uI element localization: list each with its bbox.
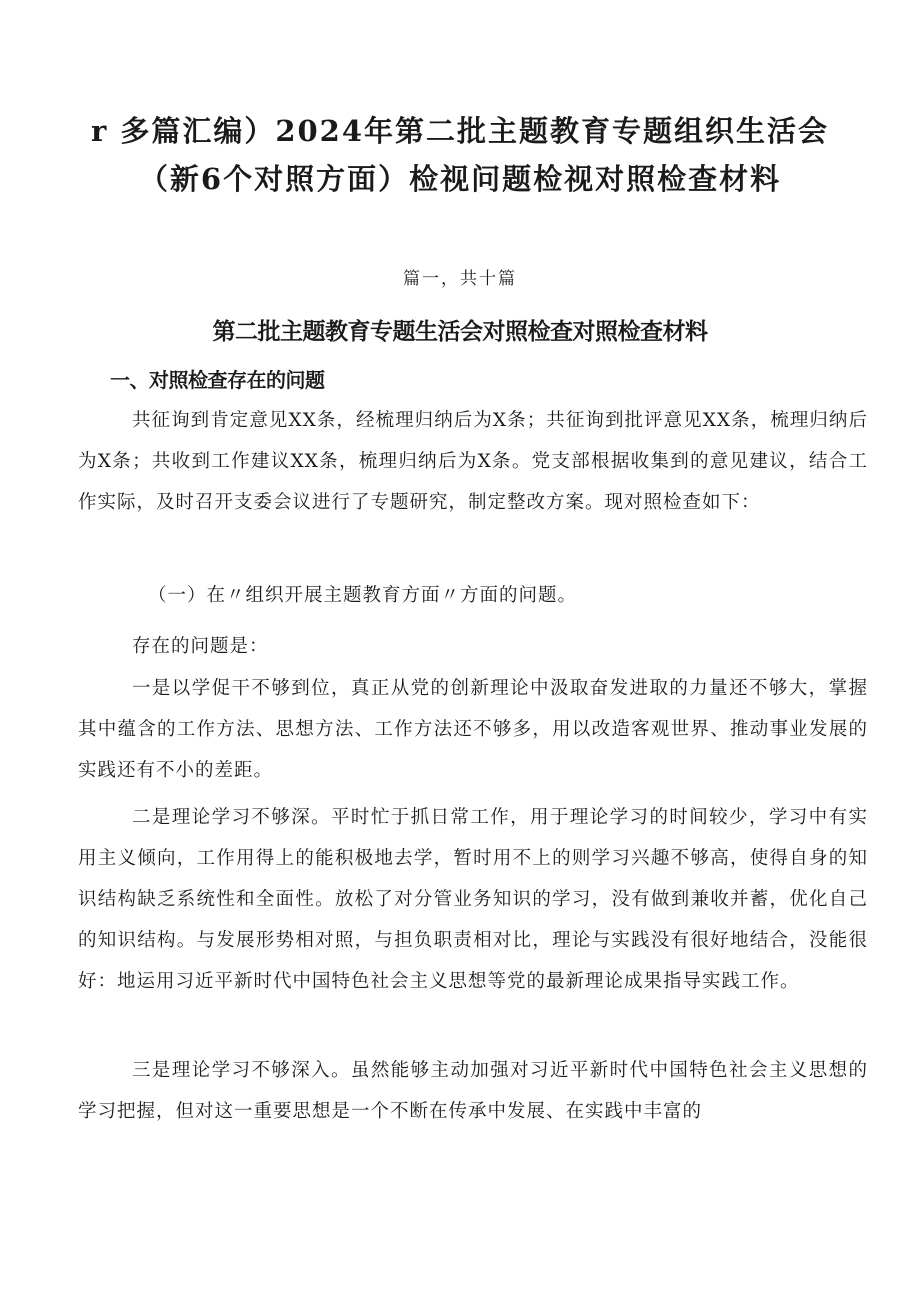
paragraph-problem-three: 三是理论学习不够深入。虽然能够主动加强对习近平新时代中国特色社会主义思想的学习把握，但对这一重要思想是一个不断在传承中发展、在实践中丰富的	[78, 1060, 868, 1122]
article-subtitle: 第二批主题教育专题生活会对照检查对照检查材料	[212, 319, 708, 345]
paragraph-problems-intro: 存在的问题是：	[132, 636, 269, 657]
document-title-line-1: r 多篇汇编）2024年第二批主题教育专题组织生活会	[90, 114, 830, 148]
paragraph-opinions-summary: 共征询到肯定意见XX条，经梳理归纳后为X条；共征询到批评意见XX条，梳理归纳后为X条；共收到工作建议XX条，梳理归纳后为X条。党支部根据收集到的意见建议，结合工作实际，及时召开支委会议进行了专题研究，制定整改方案。现对照检查如下：	[78, 410, 868, 513]
section-heading: 一、对照检查存在的问题	[110, 368, 325, 392]
article-index: 篇一，共十篇	[403, 269, 517, 289]
document-title-line-2: （新6个对照方面）检视问题检视对照检查材料	[138, 162, 782, 196]
paragraph-problem-one: 一是以学促干不够到位，真正从党的创新理论中汲取奋发进取的力量还不够大，掌握其中蕴含的工作方法、思想方法、工作方法还不够多，用以改造客观世界、推动事业发展的实践还有不小的差距。	[78, 678, 868, 781]
paragraph-subsection-heading: （一）在〃组织开展主题教育方面〃方面的问题。	[148, 585, 578, 606]
paragraph-problem-two: 二是理论学习不够深。平时忙于抓日常工作，用于理论学习的时间较少，学习中有实用主义倾向，工作用得上的能积极地去学，暂时用不上的则学习兴趣不够高，使得自身的知识结构缺乏系统性和全面性。放松了对分管业务知识的学习，没有做到兼收并蓄，优化自己的知识结构。与发展形势相对照，与担负职责相对比，理论与实践没有很好地结合，没能很好：地运用习近平新时代中国特色社会主义思想等党的最新理论成果指导实践工作。	[78, 807, 868, 992]
